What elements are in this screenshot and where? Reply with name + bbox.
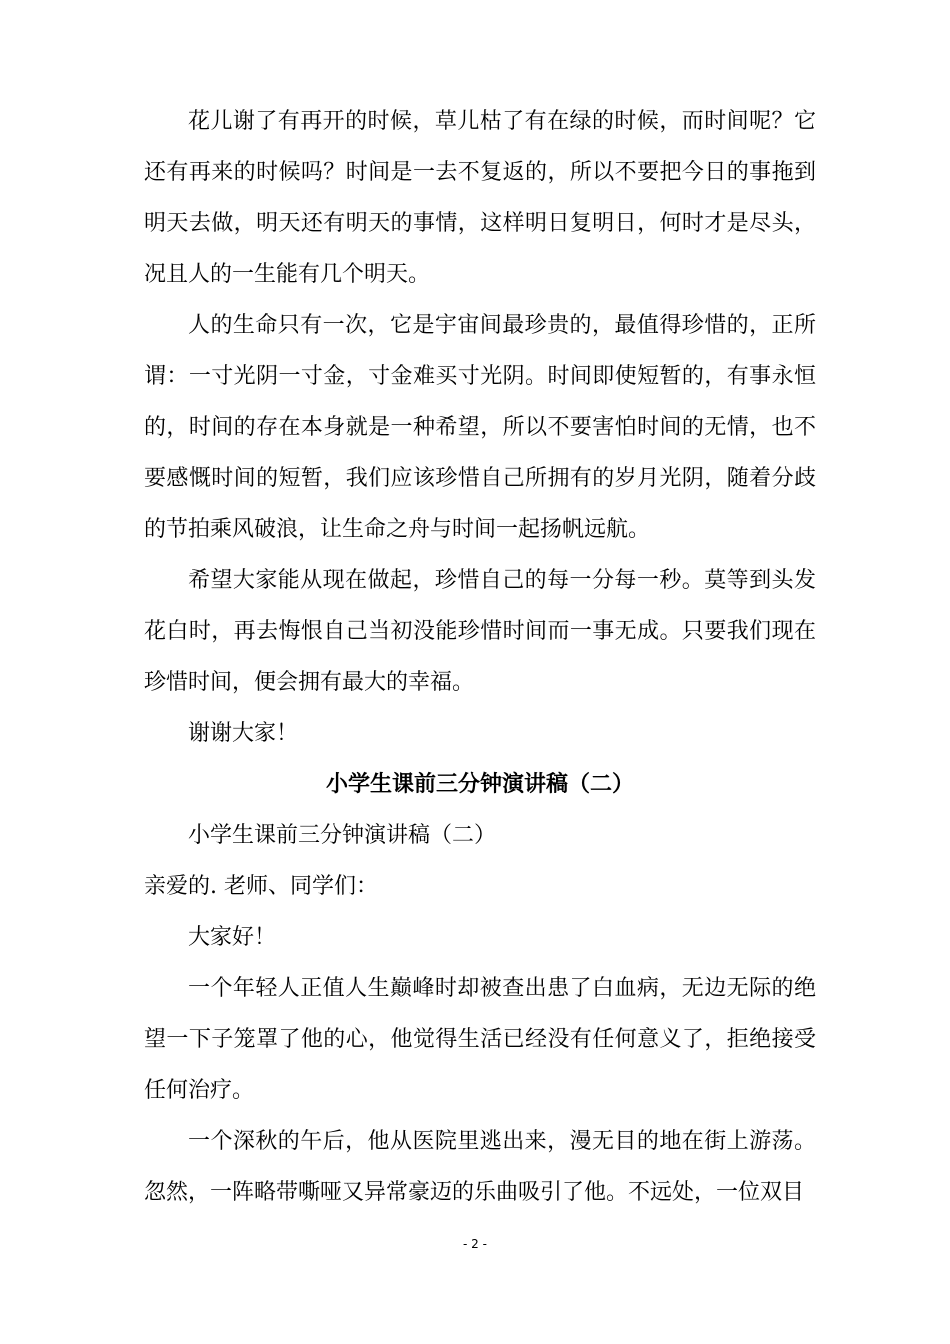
section-title: 小学生课前三分钟演讲稿（二） (325, 772, 634, 797)
paragraph-flowers: 花儿谢了有再开的时候，草儿枯了有在绿的时候，而时间呢？它还有再来的时候吗？时间是一去不复返的，所以不要把今日的事拖到明天去做，明天还有明天的事情，这样明日复明日，何时才是尽头，况且人的一生能有几个明天。 (144, 109, 816, 287)
paragraph-cherish-time: 希望大家能从现在做起，珍惜自己的每一分每一秒。莫等到头发花白时，再去悔恨自己当初没能珍惜时间而一事无成。只要我们现在珍惜时间，便会拥有最大的幸福。 (144, 568, 816, 695)
subtitle: 小学生课前三分钟演讲稿（二） (188, 823, 497, 848)
greeting: 大家好！ (188, 925, 277, 950)
page-number: - 2 - (463, 1237, 487, 1251)
salutation: 亲爱的. 老师、同学们： (144, 874, 378, 899)
paragraph-autumn-afternoon: 一个深秋的午后，他从医院里逃出来，漫无目的地在街上游荡。忽然，一阵略带嘶哑又异常豪迈的乐曲吸引了他。不远处，一位双目 (144, 1129, 816, 1205)
paragraph-life-once: 人的生命只有一次，它是宇宙间最珍贵的，最值得珍惜的，正所谓：一寸光阴一寸金，寸金难买寸光阴。时间即使短暂的，有事永恒的，时间的存在本身就是一种希望，所以不要害怕时间的无情，也不要感慨时间的短暂，我们应该珍惜自己所拥有的岁月光阴，随着分歧的节拍乘风破浪，让生命之舟与时间一起扬帆远航。 (144, 313, 816, 542)
paragraph-young-man: 一个年轻人正值人生巅峰时却被查出患了白血病，无边无际的绝望一下子笼罩了他的心，他觉得生活已经没有任何意义了，拒绝接受任何治疗。 (144, 976, 816, 1103)
document-body (144, 96, 816, 1218)
paragraph-thanks: 谢谢大家！ (188, 721, 299, 746)
